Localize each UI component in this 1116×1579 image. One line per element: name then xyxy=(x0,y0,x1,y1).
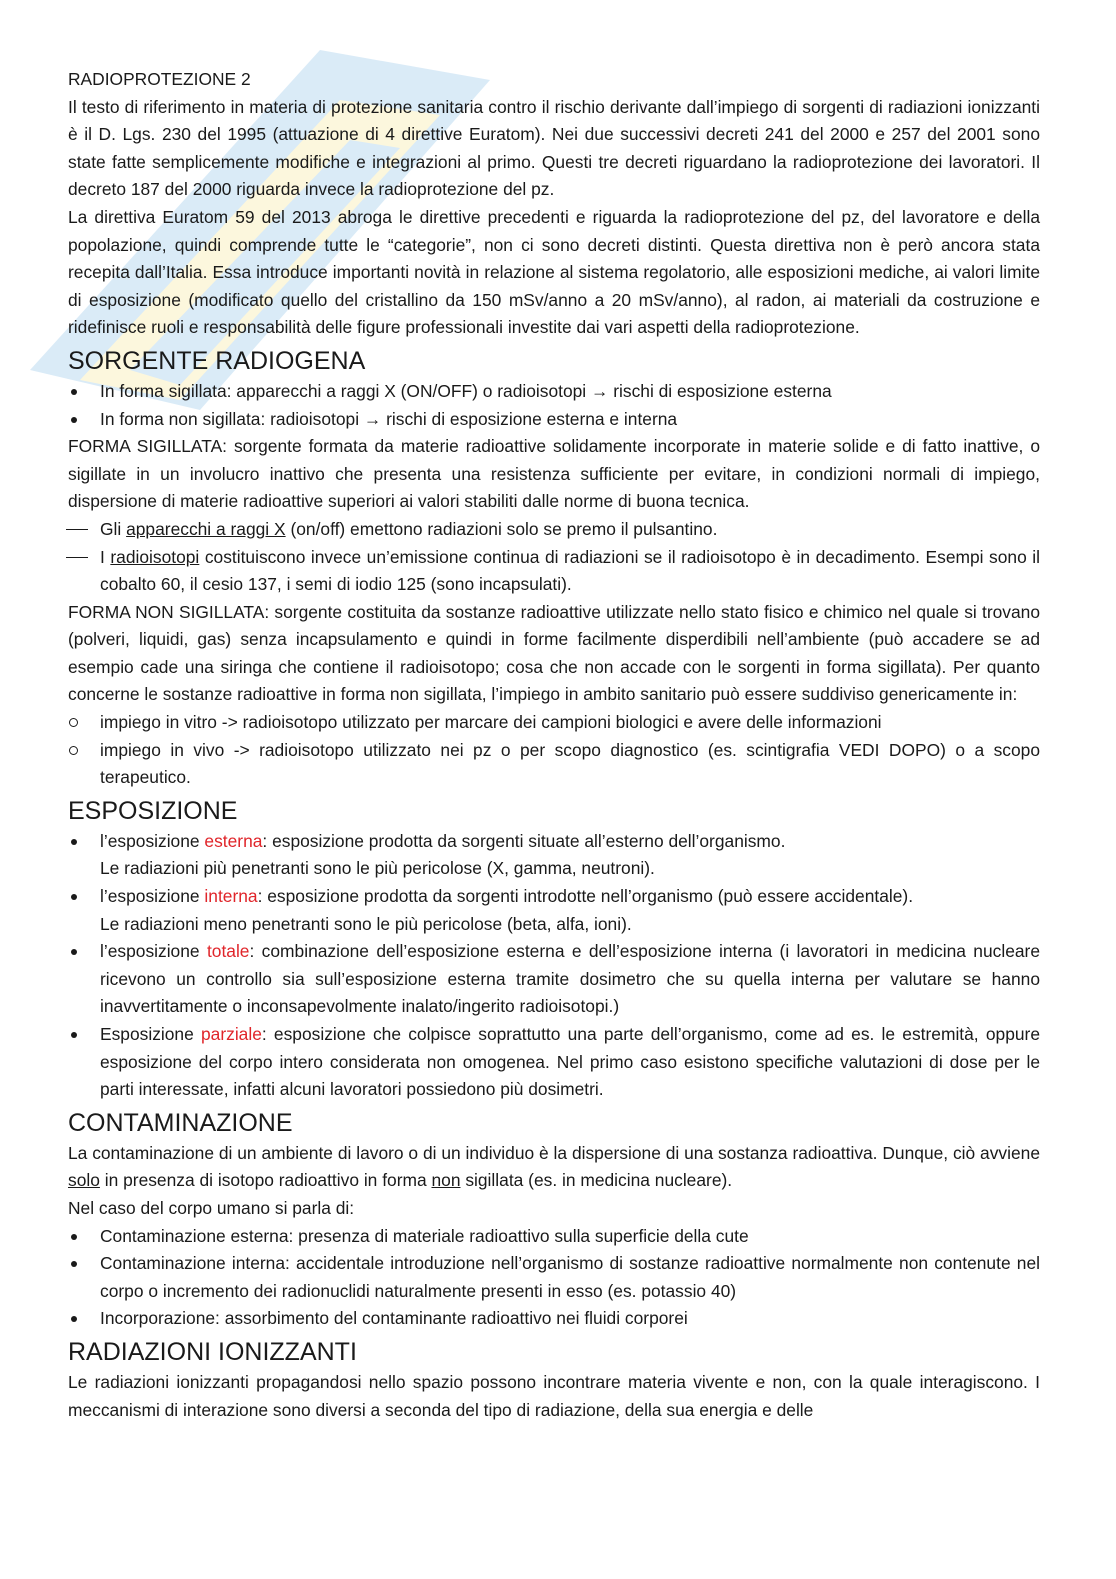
list-item: Esposizione parziale: esposizione che colpisce soprattutto una parte dell’organismo, come ad es. le estremità, oppure esposizione del corpo intero considerata non omogenea. Nel primo caso esistono specifiche valutazioni di dose per le parti interessate, infatti alcuni lavoratori possiedono più dosimetri. xyxy=(100,1024,1040,1100)
contaminazione-paragraph-1: La contaminazione di un ambiente di lavoro o di un individuo è la dispersione di una sostanza radioattiva. Dunque, ciò avviene solo in presenza di isotopo radioattivo in forma non sigillata (es. in medicina nucleare). xyxy=(68,1142,1040,1191)
intro-paragraph-2: La direttiva Euratom 59 del 2013 abroga le direttive precedenti e riguarda la radioprotezione del pz, del lavoratore e della popolazione, quindi comprende tutte le “categorie”, non ci sono decreti distinti. Questa direttiva non è però ancora stata recepita dall’Italia. Essa introduce importanti novità in relazione al sistema regolatorio, alle esposizioni mediche, ai valori limite di esposizione (modificato quello del cristallino da 150 mSv/anno a 20 mSv/anno), al radon, ai materiali da costruzione e ridefinisce ruoli e responsabilità delle figure professionali investite dai vari aspetti della radioprotezione. xyxy=(68,206,1040,338)
list-item: l’esposizione interna: esposizione prodotta da sorgenti introdotte nell’organismo (può essere accidentale). Le radiazioni meno penetranti sono le più pericolose (beta, alfa, ioni). xyxy=(100,886,914,934)
list-item: l’esposizione esterna: esposizione prodotta da sorgenti situate all’esterno dell’organismo. Le radiazioni più penetranti sono le più pericolose (X, gamma, neutroni). xyxy=(100,830,786,879)
impiego-list xyxy=(68,709,1040,792)
document-title: RADIOPROTEZIONE 2 xyxy=(68,69,251,89)
list-item: I radioisotopi costituiscono invece un’emissione continua di radiazioni se il radioisotopo è in decadimento. Esempi sono il cobalto 60, il cesio 137, i semi di iodio 125 (sono incapsulati). xyxy=(100,546,1040,595)
list-item: Gli apparecchi a raggi X (on/off) emettono radiazioni solo se premo il pulsantino. xyxy=(100,518,718,539)
forma-sigillata-paragraph: FORMA SIGILLATA: sorgente formata da materie radioattive solidamente incorporate in materie solide e di fatto inattive, o sigillate in un involucro inattivo che presenta una resistenza sufficiente per evitare, in condizioni normali di impiego, dispersione di materie radioattive superiori ai valori stabiliti dalle norme di buona tecnica. xyxy=(68,436,1040,512)
list-item: Contaminazione interna: accidentale introduzione nell’organismo di sostanze radioattive normalmente non contenute nel corpo o incremento dei radionuclidi naturalmente presenti in esso (es. potassio 40) xyxy=(100,1253,1040,1301)
sorgente-bullet-list xyxy=(68,378,1040,433)
list-item: impiego in vivo -> radioisotopo utilizzato nei pz o per scopo diagnostico (es. scintigrafia VEDI DOPO) o a scopo terapeutico. xyxy=(100,739,1040,788)
list-item: impiego in vitro -> radioisotopo utilizzato per marcare dei campioni biologici e avere delle informazioni xyxy=(100,712,882,733)
heading-sorgente-radiogena: SORGENTE RADIOGENA xyxy=(68,346,366,375)
radiazioni-paragraph-1: Le radiazioni ionizzanti propagandosi nello spazio possono incontrare materia vivente e non, con la quale interagiscono. I meccanismi di interazione sono diversi a seconda del tipo di radiazione, della sua energia e delle xyxy=(68,1371,1040,1420)
list-item: In forma non sigillata: radioisotopi → rischi di esposizione esterna e interna xyxy=(100,408,678,429)
contaminazione-paragraph-2: Nel caso del corpo umano si parla di: xyxy=(68,1197,355,1218)
intro-paragraph-1: Il testo di riferimento in materia di protezione sanitaria contro il rischio derivante dall’impiego di sorgenti di radiazioni ionizzanti è il D. Lgs. 230 del 1995 (attuazione di 4 direttive Euratom). Nei due successivi decreti 241 del 2000 e 257 del 2001 sono state fatte semplicemente modifiche e integrazioni al primo. Questi tre decreti riguardano la radioprotezione dei lavoratori. Il decreto 187 del 2000 riguarda invece la radioprotezione del pz. xyxy=(68,96,1040,200)
heading-esposizione: ESPOSIZIONE xyxy=(68,796,238,825)
heading-contaminazione: CONTAMINAZIONE xyxy=(68,1108,293,1137)
sorgente-dash-list xyxy=(68,516,1040,599)
list-item: Contaminazione esterna: presenza di materiale radioattivo sulla superficie della cute xyxy=(100,1225,749,1246)
list-item: l’esposizione totale: combinazione dell’esposizione esterna e dell’esposizione interna (i lavoratori in medicina nucleare ricevono un controllo sia sull’esposizione esterna tramite dosimetro che su quella interna per valutare se hanno inavvertitamente o inconsapevolmente inalato/ingerito radioisotopi.) xyxy=(100,941,1041,1017)
list-item: Incorporazione: assorbimento del contaminante radioattivo nei fluidi corporei xyxy=(100,1308,688,1329)
esposizione-list xyxy=(68,828,1040,1104)
contaminazione-list xyxy=(68,1223,1040,1333)
list-item: In forma sigillata: apparecchi a raggi X (ON/OFF) o radioisotopi → rischi di esposizione esterna xyxy=(100,380,832,401)
document-page xyxy=(68,66,1040,1424)
heading-radiazioni-ionizzanti: RADIAZIONI IONIZZANTI xyxy=(68,1337,357,1366)
forma-non-sigillata-paragraph: FORMA NON SIGILLATA: sorgente costituita da sostanze radioattive utilizzate nello stato fisico e chimico nel quale si trovano (polveri, liquidi, gas) senza incapsulamento e quindi in forme facilmente disperdibili nell’ambiente (può accadere se ad esempio cade una siringa che contiene il radioisotopo; cosa che non accade con le sorgenti in forma sigillata). Per quanto concerne le sostanze radioattive in forma non sigillata, l’impiego in ambito sanitario può essere suddiviso genericamente in: xyxy=(68,601,1040,705)
